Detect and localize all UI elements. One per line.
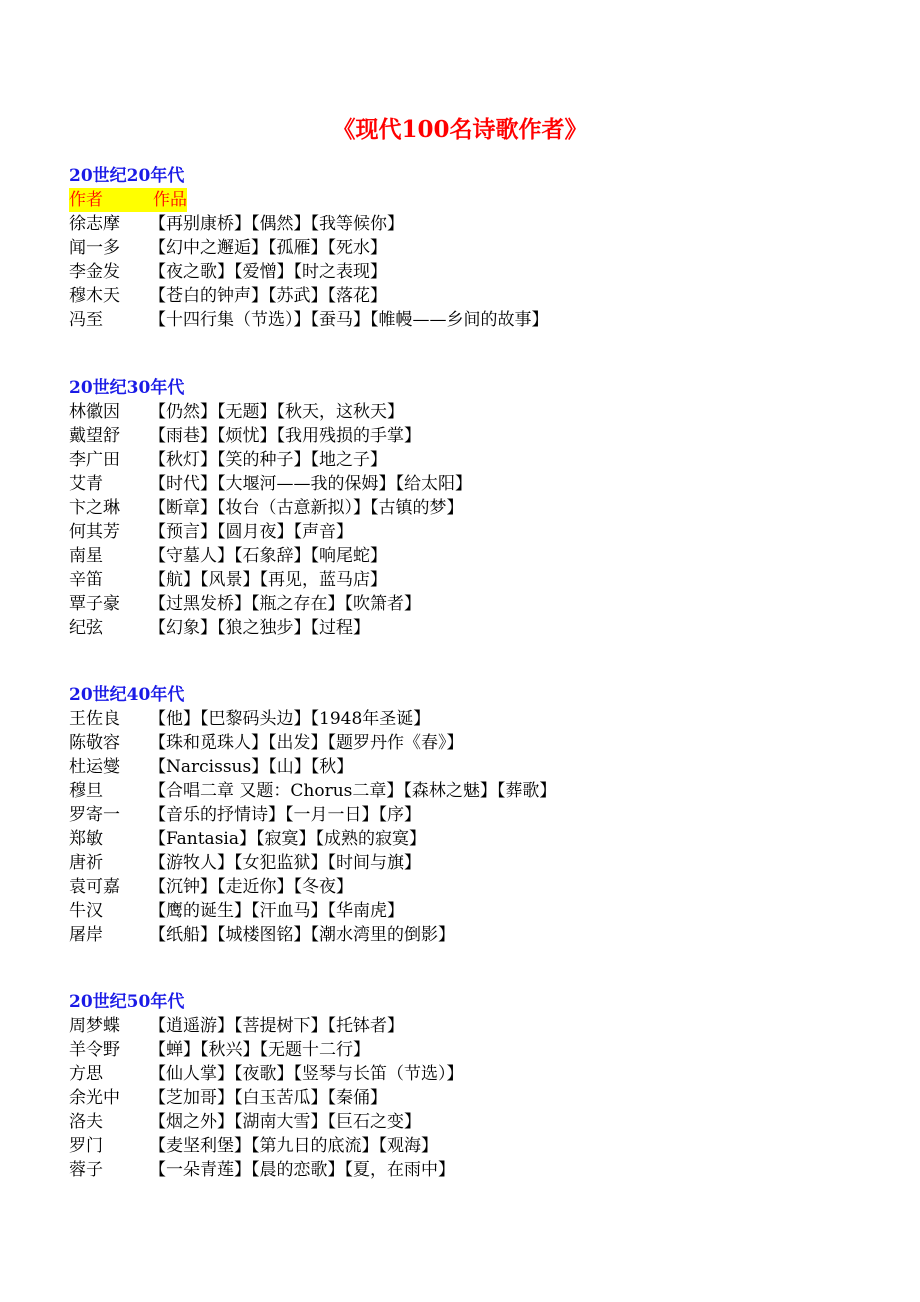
poet-works: 【游牧人】【女犯监狱】【时间与旗】 [149, 853, 421, 873]
poet-name: 蓉子 [69, 1160, 103, 1180]
poet-works: 【Fantasia】【寂寞】【成熟的寂寞】 [149, 829, 426, 849]
poet-works: 【烟之外】【湖南大雪】【巨石之变】 [149, 1112, 421, 1132]
poet-works: 【断章】【妆台（古意新拟）】【古镇的梦】 [149, 498, 464, 518]
section-heading: 20世纪30年代 [69, 378, 185, 398]
poet-name: 郑敏 [69, 829, 103, 849]
poet-row [69, 1110, 889, 1134]
poet-row [69, 1038, 889, 1062]
poet-row [69, 827, 889, 851]
poet-row [69, 1158, 889, 1182]
poet-name: 穆旦 [69, 781, 103, 801]
section-heading: 20世纪40年代 [69, 685, 185, 705]
column-header-author: 作者 [69, 190, 103, 210]
poet-name: 余光中 [69, 1088, 120, 1108]
poet-row [69, 520, 889, 544]
poet-works: 【秋灯】【笑的种子】【地之子】 [149, 450, 387, 470]
poet-name: 唐祈 [69, 853, 103, 873]
poet-row [69, 544, 889, 568]
poet-name: 闻一多 [69, 238, 120, 258]
poet-name: 林徽因 [69, 402, 120, 422]
poet-row [69, 472, 889, 496]
poet-name: 牛汉 [69, 901, 103, 921]
poet-row [69, 260, 889, 284]
poet-works: 【仙人掌】【夜歌】【竖琴与长笛（节选）】 [149, 1064, 464, 1084]
poet-row [69, 592, 889, 616]
poet-row [69, 236, 889, 260]
poet-name: 周梦蝶 [69, 1016, 120, 1036]
section-1920s [69, 164, 889, 332]
poet-works: 【逍遥游】【菩提树下】【托钵者】 [149, 1016, 404, 1036]
poet-row [69, 851, 889, 875]
poet-name: 洛夫 [69, 1112, 103, 1132]
column-header-row [69, 188, 187, 212]
poet-row [69, 308, 889, 332]
poet-works: 【一朵青莲】【晨的恋歌】【夏，在雨中】 [149, 1160, 455, 1180]
poet-works: 【珠和觅珠人】【出发】【题罗丹作《春》】 [149, 733, 464, 753]
poet-row [69, 424, 889, 448]
poet-row [69, 779, 889, 803]
poet-row [69, 1134, 889, 1158]
poet-works: 【他】【巴黎码头边】【1948年圣诞】 [149, 709, 431, 729]
poet-row [69, 496, 889, 520]
poet-name: 覃子豪 [69, 594, 120, 614]
poet-name: 屠岸 [69, 925, 103, 945]
poet-works: 【过黑发桥】【瓶之存在】【吹箫者】 [149, 594, 421, 614]
poet-name: 穆木天 [69, 286, 120, 306]
poet-row [69, 1014, 889, 1038]
poet-works: 【沉钟】【走近你】【冬夜】 [149, 877, 353, 897]
poet-works: 【麦坚利堡】【第九日的底流】【观海】 [149, 1136, 438, 1156]
poet-works: 【芝加哥】【白玉苦瓜】【秦俑】 [149, 1088, 387, 1108]
poet-works: 【音乐的抒情诗】【一月一日】【序】 [149, 805, 421, 825]
poet-row [69, 899, 889, 923]
poet-name: 王佐良 [69, 709, 120, 729]
poet-works: 【再别康桥】【偶然】【我等候你】 [149, 214, 404, 234]
poet-row [69, 707, 889, 731]
column-header-works: 作品 [153, 190, 187, 210]
poet-row [69, 923, 889, 947]
poet-works: 【合唱二章 又题：Chorus二章】【森林之魅】【葬歌】 [149, 781, 557, 801]
poet-row [69, 1086, 889, 1110]
poet-works: 【仍然】【无题】【秋天，这秋天】 [149, 402, 404, 422]
poet-works: 【时代】【大堰河——我的保姆】【给太阳】 [149, 474, 472, 494]
poet-name: 何其芳 [69, 522, 120, 542]
poet-row [69, 212, 889, 236]
poet-name: 方思 [69, 1064, 103, 1084]
poet-name: 辛笛 [69, 570, 103, 590]
poet-works: 【守墓人】【石象辞】【响尾蛇】 [149, 546, 387, 566]
poet-row [69, 568, 889, 592]
section-1950s [69, 990, 889, 1182]
poet-works: 【苍白的钟声】【苏武】【落花】 [149, 286, 387, 306]
poet-works: 【幻象】【狼之独步】【过程】 [149, 618, 370, 638]
poet-row [69, 284, 889, 308]
section-heading: 20世纪20年代 [69, 166, 185, 186]
poet-works: 【夜之歌】【爱憎】【时之表现】 [149, 262, 387, 282]
poet-works: 【Narcissus】【山】【秋】 [149, 757, 354, 777]
poet-works: 【雨巷】【烦忧】【我用残损的手掌】 [149, 426, 421, 446]
poet-name: 李广田 [69, 450, 120, 470]
poet-row [69, 731, 889, 755]
document-title: 《现代100名诗歌作者》 [332, 116, 588, 143]
poet-works: 【预言】【圆月夜】【声音】 [149, 522, 353, 542]
poet-works: 【鹰的诞生】【汗血马】【华南虎】 [149, 901, 404, 921]
poet-row [69, 875, 889, 899]
poet-name: 李金发 [69, 262, 120, 282]
poet-name: 艾青 [69, 474, 103, 494]
poet-works: 【纸船】【城楼图铭】【潮水湾里的倒影】 [149, 925, 455, 945]
poet-works: 【蝉】【秋兴】【无题十二行】 [149, 1040, 370, 1060]
poet-name: 冯至 [69, 310, 103, 330]
poet-row [69, 400, 889, 424]
poet-row [69, 755, 889, 779]
poet-row [69, 448, 889, 472]
section-1940s [69, 683, 889, 947]
poet-name: 羊令野 [69, 1040, 120, 1060]
poet-row [69, 803, 889, 827]
poet-name: 罗门 [69, 1136, 103, 1156]
section-heading: 20世纪50年代 [69, 992, 185, 1012]
poet-works: 【十四行集（节选）】【蚕马】【帷幔——乡间的故事】 [149, 310, 549, 330]
poet-name: 戴望舒 [69, 426, 120, 446]
poet-works: 【航】【风景】【再见，蓝马店】 [149, 570, 387, 590]
poet-name: 罗寄一 [69, 805, 120, 825]
section-1930s [69, 376, 889, 640]
poet-works: 【幻中之邂逅】【孤雁】【死水】 [149, 238, 387, 258]
poet-name: 陈敬容 [69, 733, 120, 753]
poet-name: 卞之琳 [69, 498, 120, 518]
poet-name: 徐志摩 [69, 214, 120, 234]
poet-name: 纪弦 [69, 618, 103, 638]
poet-name: 南星 [69, 546, 103, 566]
poet-name: 袁可嘉 [69, 877, 120, 897]
poet-row [69, 616, 889, 640]
poet-name: 杜运燮 [69, 757, 120, 777]
poet-row [69, 1062, 889, 1086]
